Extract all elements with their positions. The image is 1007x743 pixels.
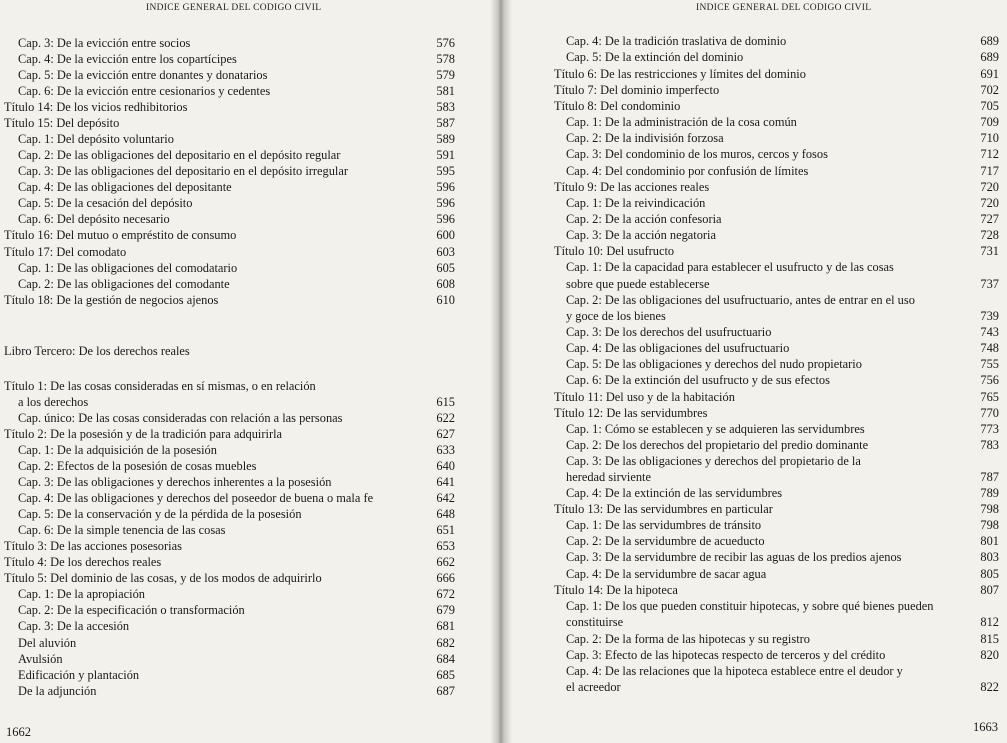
toc-entry-page: 579 [436, 68, 455, 82]
toc-entry-title: Cap. 5: De la conservación y de la pérdida de la posesión [18, 507, 302, 521]
toc-entry-title: Título 13: De las servidumbres en particular [554, 502, 773, 516]
toc-entry-page: 595 [436, 164, 455, 178]
toc-entry-title: Cap. 4: Del condominio por confusión de límites [566, 164, 809, 178]
toc-entry-page: 596 [436, 196, 455, 210]
toc-entry-title: Cap. 1: De la capacidad para establecer el usufructo y de las cosas [566, 260, 894, 274]
toc-entry-title: Título 17: Del comodato [4, 245, 127, 259]
running-header: INDICE GENERAL DEL CODIGO CIVIL [146, 3, 322, 13]
toc-entry-page: 822 [980, 680, 999, 694]
toc-entry-title: Cap. 1: De la apropiación [18, 587, 145, 601]
toc-entry-title: Título 8: Del condominio [554, 99, 681, 113]
toc-entry-title: Cap. 2: De las obligaciones del comodante [18, 277, 230, 291]
toc-entry-title: Título 6: De las restricciones y límites del dominio [554, 67, 806, 81]
toc-entry-title: Cap. 2: De las obligaciones del usufructuario, antes de entrar en el uso [566, 293, 915, 307]
toc-entry-page: 578 [436, 52, 455, 66]
toc-entry-title: Título 11: Del uso y de la habitación [554, 390, 735, 404]
toc-entry-title: De la adjunción [18, 684, 97, 698]
toc-entry-title: Cap. 3: Efecto de las hipotecas respecto de terceros y del crédito [566, 648, 886, 662]
toc-entry-page: 633 [436, 443, 455, 457]
toc-entry-title: Cap. 5: De las obligaciones y derechos del nudo propietario [566, 357, 862, 371]
toc-entry-page: 648 [436, 507, 455, 521]
toc-entry-page: 641 [436, 475, 455, 489]
right-page [505, 0, 1007, 743]
toc-entry-title: Cap. 4: De las relaciones que la hipoteca establece entre el deudor y [566, 664, 903, 678]
toc-entry-title: Cap. 1: De la adquisición de la posesión [18, 443, 217, 457]
toc-entry-title: Cap. 6: De la evicción entre cesionarios y cedentes [18, 84, 271, 98]
toc-entry-page: 642 [436, 491, 455, 505]
toc-entry-title: Cap. 6: De la simple tenencia de las cosas [18, 523, 226, 537]
toc-entry-page: 798 [980, 502, 999, 516]
toc-entry-page: 605 [436, 261, 455, 275]
toc-entry-title: Título 3: De las acciones posesorias [4, 539, 182, 553]
toc-entry-page: 596 [436, 180, 455, 194]
toc-entry-title: Cap. 1: De las obligaciones del comodatario [18, 261, 238, 275]
toc-entry-page: 820 [980, 648, 999, 662]
toc-entry-title: Cap. 3: De la evicción entre socios [18, 36, 191, 50]
toc-entry-page: 737 [980, 277, 999, 291]
toc-entry-title: Libro Tercero: De los derechos reales [4, 344, 190, 358]
toc-entry-page: 798 [980, 518, 999, 532]
toc-entry-title: Cap. 1: De las servidumbres de tránsito [566, 518, 762, 532]
toc-entry-page: 666 [436, 571, 455, 585]
book-gutter [490, 0, 512, 743]
toc-entry-page: 805 [980, 567, 999, 581]
toc-entry-title: y goce de los bienes [566, 309, 666, 323]
toc-entry-title: Título 10: Del usufructo [554, 244, 675, 258]
toc-entry-title: Cap. 3: De la acción negatoria [566, 228, 717, 242]
toc-entry-title: Título 14: De los vicios redhibitorios [4, 100, 188, 114]
toc-entry-title: Cap. 2: De la forma de las hipotecas y su registro [566, 632, 810, 646]
toc-entry-page: 765 [980, 390, 999, 404]
toc-entry-page: 627 [436, 427, 455, 441]
toc-entries [0, 0, 497, 743]
toc-entry-title: Cap. 6: Del depósito necesario [18, 212, 170, 226]
toc-entry-title: Cap. 4: De las obligaciones y derechos del poseedor de buena o mala fe [18, 491, 374, 505]
toc-entry-title: Cap. 2: De la especificación o transformación [18, 603, 245, 617]
toc-entry-page: 672 [436, 587, 455, 601]
toc-entry-page: 756 [980, 373, 999, 387]
toc-entry-title: Cap. 2: De las obligaciones del depositario en el depósito regular [18, 148, 341, 162]
toc-entry-title: Cap. 3: De las obligaciones y derechos inherentes a la posesión [18, 475, 332, 489]
toc-entry-page: 710 [980, 131, 999, 145]
toc-entry-page: 596 [436, 212, 455, 226]
toc-entry-page: 807 [980, 583, 999, 597]
toc-entry-page: 717 [980, 164, 999, 178]
toc-entry-page: 587 [436, 116, 455, 130]
toc-entry-page: 720 [980, 196, 999, 210]
toc-entry-title: Cap. 5: De la cesación del depósito [18, 196, 193, 210]
toc-entry-title: Título 4: De los derechos reales [4, 555, 162, 569]
toc-entry-page: 591 [436, 148, 455, 162]
page-number: 1662 [6, 725, 31, 739]
toc-entry-page: 653 [436, 539, 455, 553]
toc-entry-title: Avulsión [18, 652, 63, 666]
toc-entry-page: 689 [980, 50, 999, 64]
toc-entry-page: 702 [980, 83, 999, 97]
toc-entry-title: constituirse [566, 615, 624, 629]
toc-entry-title: Cap. 2: De los derechos del propietario del predio dominante [566, 438, 869, 452]
toc-entry-title: Cap. 4: De la extinción de las servidumbres [566, 486, 783, 500]
toc-entry-page: 803 [980, 550, 999, 564]
toc-entry-title: Cap. 3: De la servidumbre de recibir las aguas de los predios ajenos [566, 550, 902, 564]
toc-entry-title: heredad sirviente [566, 470, 651, 484]
toc-entry-title: Título 5: Del dominio de las cosas, y de los modos de adquirirlo [4, 571, 322, 585]
toc-entry-title: sobre que puede establecerse [566, 277, 710, 291]
toc-entry-page: 651 [436, 523, 455, 537]
toc-entry-title: Título 1: De las cosas consideradas en sí mismas, o en relación [4, 379, 316, 393]
toc-entry-title: Cap. 4: De la evicción entre los copartícipes [18, 52, 237, 66]
toc-entry-title: Cap. 3: De las obligaciones del depositario en el depósito irregular [18, 164, 348, 178]
toc-entry-page: 603 [436, 245, 455, 259]
toc-entry-title: Cap. único: De las cosas consideradas con relación a las personas [18, 411, 343, 425]
toc-entry-title: Edificación y plantación [18, 668, 140, 682]
toc-entry-title: Cap. 3: De las obligaciones y derechos del propietario de la [566, 454, 861, 468]
toc-entry-page: 812 [980, 615, 999, 629]
toc-entry-page: 720 [980, 180, 999, 194]
toc-entry-page: 600 [436, 228, 455, 242]
toc-entry-title: Título 15: Del depósito [4, 116, 120, 130]
toc-entry-title: Del aluvión [18, 636, 77, 650]
toc-entry-title: Cap. 1: Cómo se establecen y se adquieren las servidumbres [566, 422, 865, 436]
toc-entry-page: 801 [980, 534, 999, 548]
toc-entry-page: 787 [980, 470, 999, 484]
running-header: INDICE GENERAL DEL CODIGO CIVIL [696, 3, 872, 13]
toc-entry-title: Cap. 3: De la accesión [18, 619, 130, 633]
toc-entry-title: Cap. 2: De la indivisión forzosa [566, 131, 724, 145]
toc-entry-title: Cap. 3: Del condominio de los muros, cercos y fosos [566, 147, 828, 161]
toc-entry-title: Cap. 1: Del depósito voluntario [18, 132, 174, 146]
toc-entry-title: Cap. 1: De la administración de la cosa común [566, 115, 797, 129]
toc-entry-title: Cap. 2: De la acción confesoria [566, 212, 722, 226]
toc-entry-page: 576 [436, 36, 455, 50]
toc-entry-title: Cap. 1: De la reivindicación [566, 196, 706, 210]
toc-entry-page: 684 [436, 652, 455, 666]
toc-entry-page: 728 [980, 228, 999, 242]
toc-entry-page: 581 [436, 84, 455, 98]
toc-entry-page: 739 [980, 309, 999, 323]
toc-entries [505, 0, 1007, 743]
toc-entry-page: 583 [436, 100, 455, 114]
toc-entry-title: Cap. 6: De la extinción del usufructo y de sus efectos [566, 373, 830, 387]
toc-entry-title: Cap. 5: De la evicción entre donantes y donatarios [18, 68, 268, 82]
toc-entry-title: Cap. 5: De la extinción del dominio [566, 50, 744, 64]
toc-entry-title: el acreedor [566, 680, 621, 694]
toc-entry-page: 589 [436, 132, 455, 146]
toc-entry-page: 622 [436, 411, 455, 425]
toc-entry-title: Cap. 4: De la tradición traslativa de dominio [566, 34, 787, 48]
toc-entry-page: 685 [436, 668, 455, 682]
toc-entry-page: 770 [980, 406, 999, 420]
toc-entry-title: Cap. 2: Efectos de la posesión de cosas muebles [18, 459, 257, 473]
toc-entry-page: 815 [980, 632, 999, 646]
toc-entry-page: 731 [980, 244, 999, 258]
toc-entry-title: Título 16: Del mutuo o empréstito de consumo [4, 228, 237, 242]
toc-entry-page: 691 [980, 67, 999, 81]
toc-entry-page: 679 [436, 603, 455, 617]
toc-entry-page: 783 [980, 438, 999, 452]
page-number: 1663 [973, 720, 998, 734]
left-page [0, 0, 497, 743]
toc-entry-page: 662 [436, 555, 455, 569]
toc-entry-title: a los derechos [18, 395, 89, 409]
toc-entry-title: Título 12: De las servidumbres [554, 406, 708, 420]
toc-entry-page: 687 [436, 684, 455, 698]
toc-entry-page: 743 [980, 325, 999, 339]
toc-entry-title: Cap. 4: De las obligaciones del usufructuario [566, 341, 790, 355]
toc-entry-page: 689 [980, 34, 999, 48]
toc-entry-title: Título 2: De la posesión y de la tradición para adquirirla [4, 427, 283, 441]
toc-entry-page: 789 [980, 486, 999, 500]
toc-entry-title: Título 18: De la gestión de negocios ajenos [4, 293, 219, 307]
toc-entry-page: 640 [436, 459, 455, 473]
toc-entry-title: Cap. 4: De las obligaciones del depositante [18, 180, 232, 194]
toc-entry-page: 615 [436, 395, 455, 409]
toc-entry-title: Cap. 1: De los que pueden constituir hipotecas, y sobre qué bienes pueden [566, 599, 934, 613]
toc-entry-page: 755 [980, 357, 999, 371]
toc-entry-title: Título 14: De la hipoteca [554, 583, 678, 597]
toc-entry-page: 610 [436, 293, 455, 307]
toc-entry-title: Cap. 2: De la servidumbre de acueducto [566, 534, 765, 548]
toc-entry-page: 748 [980, 341, 999, 355]
toc-entry-page: 682 [436, 636, 455, 650]
toc-entry-title: Título 9: De las acciones reales [554, 180, 710, 194]
toc-entry-page: 727 [980, 212, 999, 226]
toc-entry-page: 681 [436, 619, 455, 633]
toc-entry-page: 712 [980, 147, 999, 161]
toc-entry-title: Cap. 3: De los derechos del usufructuario [566, 325, 772, 339]
toc-entry-page: 773 [980, 422, 999, 436]
toc-entry-title: Cap. 4: De la servidumbre de sacar agua [566, 567, 767, 581]
toc-entry-page: 608 [436, 277, 455, 291]
toc-entry-page: 709 [980, 115, 999, 129]
toc-entry-title: Título 7: Del dominio imperfecto [554, 83, 720, 97]
toc-entry-page: 705 [980, 99, 999, 113]
